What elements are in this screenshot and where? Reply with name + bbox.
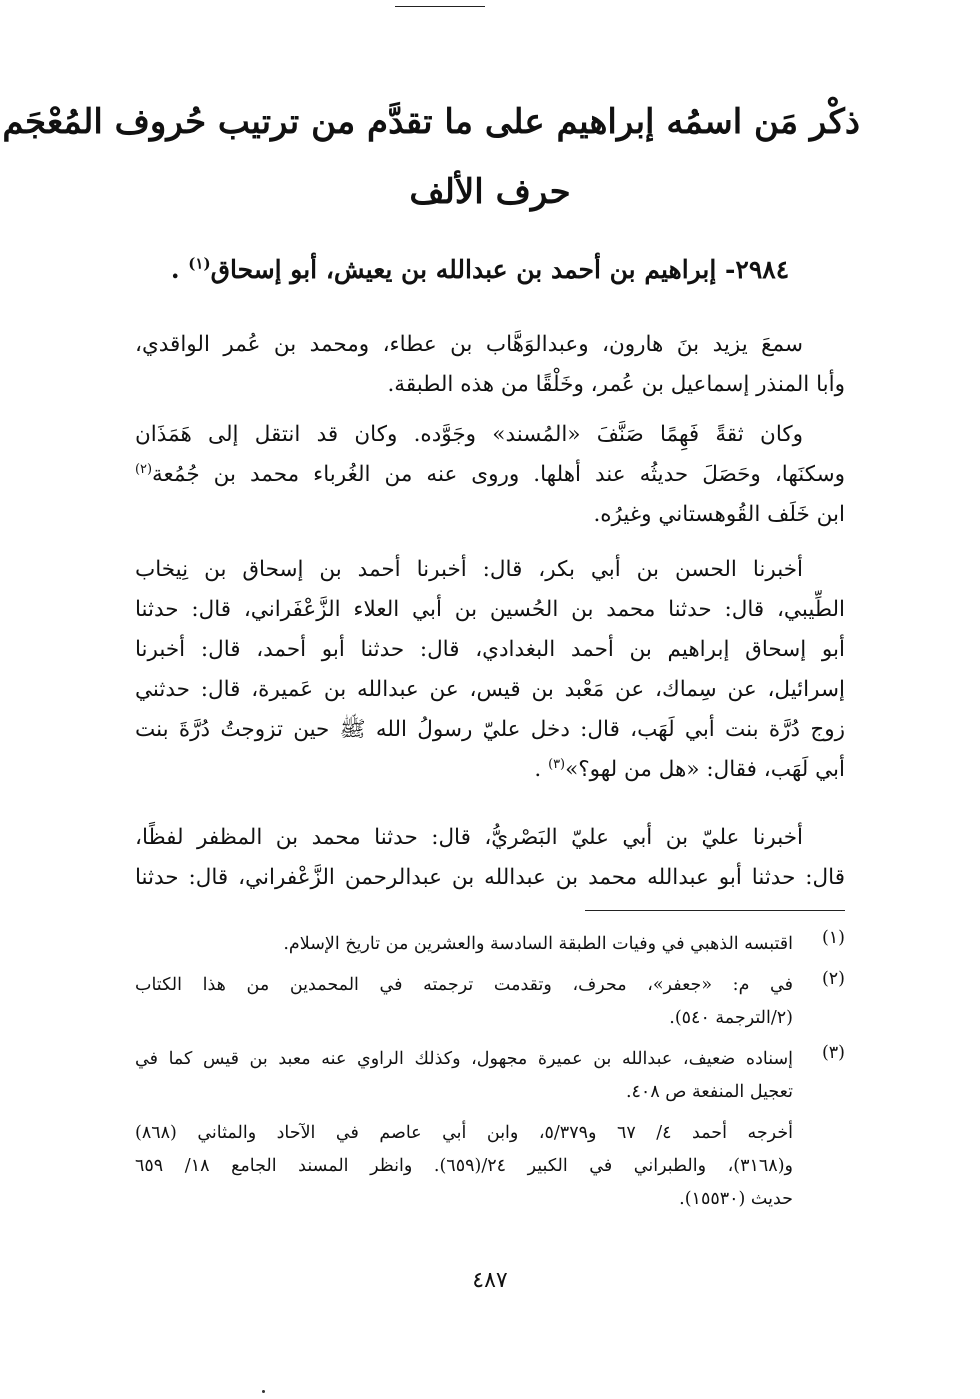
text-line — [135, 750, 845, 790]
entry-title-end: . — [170, 255, 189, 284]
entry-title-text: ٢٩٨٤- إبراهيم بن أحمد بن عبدالله بن يعيش، أبو إسحاق — [210, 255, 790, 284]
text-line: أخبرنا الحسن بن أبي بكر، قال: أخبرنا أحمد بن إسحاق بن نِيخاب — [135, 557, 803, 582]
footnote-ref-3[interactable]: (٣) — [548, 756, 566, 772]
text-line: قال: حدثنا أبو عبدالله محمد بن عبدالله بن عبدالرحمن الزَّعْفراني، قال: حدثنا — [135, 865, 845, 890]
text-line: سمعَ يزيد بنَ هارون، وعبدالوَهَّاب بن عطاء، ومحمد بن عُمر الواقدي، — [135, 332, 803, 357]
section-heading: حرف الألف — [409, 172, 571, 212]
page-number: ٤٨٧ — [472, 1268, 508, 1293]
footnote-line: (٢/الترجمة ٥٤٠). — [669, 1008, 793, 1028]
text-line: إسرائيل، عن سِماك، عن مَعْبد بن قيس، عن عبدالله بن عَميرة، قال: حدثني — [135, 677, 845, 702]
paragraph-3 — [135, 550, 845, 790]
footnote-ref-1[interactable]: (١) — [188, 254, 211, 273]
text-line-end: . — [534, 757, 549, 782]
text-line: أبو إسحاق إبراهيم بن أحمد البغدادي، قال: حدثنا أبو أحمد، قال: أخبرنا — [135, 637, 845, 662]
chapter-heading: ذكْر مَن اسمُه إبراهيم على ما تقدَّم من ترتيب حُروف المُعْجَم — [2, 102, 860, 142]
text-line: ابن خَلَف القُوهستاني وغيرُه. — [593, 502, 845, 527]
text-line: زوج دُرَّة بنت أبي لَهَب، قال: دخل عليّ رسولُ الله ﷺ حين تزوجتُ دُرَّةَ بنت — [135, 717, 845, 742]
text-line-content: أبي لَهَب، فقال: «هل من لهو؟» — [565, 757, 845, 782]
footnote-line: اقتبسه الذهبي في وفيات الطبقة السادسة والعشرين من تاريخ الإسلام. — [283, 934, 793, 954]
footnote-line: إسناده ضعيف، عبدالله بن عميرة مجهول، وكذلك الراوي عنه معبد بن قيس كما في — [135, 1049, 793, 1069]
text-line: وأبا المنذر إسماعيل بن عُمر، وخَلْقًا من هذه الطبقة. — [387, 372, 845, 397]
paragraph-4 — [135, 818, 845, 898]
paragraph-2 — [135, 415, 845, 535]
paragraph-1 — [135, 325, 845, 405]
text-line: أخبرنا عليّ بن أبي عليّ البَصْريُّ، قال: حدثنا محمد بن المظفر لفظًا، — [135, 825, 803, 850]
entry-title — [140, 255, 820, 284]
footnote-ref-2[interactable]: (٢) — [135, 461, 152, 477]
footnote-number: (٣) — [821, 1043, 845, 1063]
top-rule — [395, 6, 485, 7]
scan-speck — [262, 1390, 265, 1393]
footnote-line: و(٣١٦٨)، والطبراني في الكبير ٢٤/(٦٥٩). وانظر المسند الجامع ١٨/ ٦٥٩ — [135, 1156, 793, 1176]
footnote-line: في م: «جعفر»، محرف، وتقدمت ترجمته في المحمدين من هذا الكتاب — [135, 975, 793, 995]
footnote-line: أخرجه أحمد ٤/ ٦٧ و٥/٣٧٩، وابن أبي عاصم في الآحاد والمثاني (٨٦٨) — [135, 1123, 793, 1143]
text-line: وكان ثقةً فَهِمًا صَنَّفَ «المُسند» وجَوَّده. وكان قد انتقل إلى هَمَذَان — [135, 422, 803, 447]
text-line-content: وسكنَها، وحَصَلَ حديثُه عند أهلها. وروى عنه من الغُرباء محمد بن جُمُعة — [152, 462, 845, 487]
footnote-1 — [135, 928, 845, 961]
text-line: الطِّيبي، قال: حدثنا محمد بن الحُسين بن أبي العلاء الزَّعْفَراني، قال: حدثنا — [135, 597, 845, 622]
footnote-2 — [135, 969, 845, 1035]
footnote-number: (١) — [821, 928, 845, 948]
footnote-3 — [135, 1043, 845, 1109]
text-line — [135, 455, 845, 495]
footnote-separator — [585, 910, 845, 911]
footnote-line: حديث (١٥٥٣٠). — [679, 1189, 793, 1209]
footnotes — [135, 928, 845, 1216]
footnote-3-continuation — [135, 1117, 845, 1216]
footnote-number: (٢) — [821, 969, 845, 989]
footnote-line: تعجيل المنفعة ص ٤٠٨. — [625, 1082, 793, 1102]
